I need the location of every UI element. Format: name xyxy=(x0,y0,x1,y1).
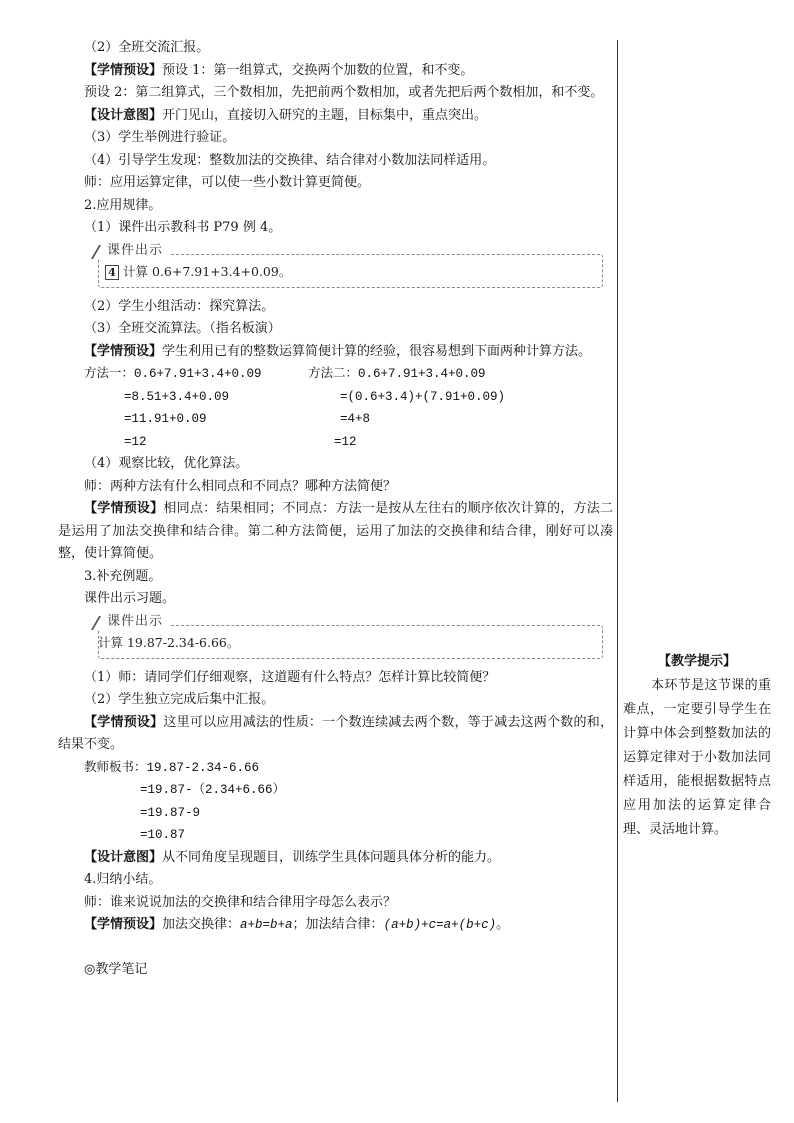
text-line: 3.补充例题。 xyxy=(84,568,162,584)
courseware-box xyxy=(98,242,603,288)
column-divider xyxy=(617,40,618,1102)
text-line: 师：应用运算定律，可以使一些小数计算更简便。 xyxy=(84,175,371,190)
text-span: 相同点：结果相同；不同点：方法一是按从左往右的顺序依次计算的，方法二是运用了加法交换律和结合律。第二种方法简便，运用了加法的交换律和结合律，刚好可以凑整，使计算简便。 xyxy=(58,501,613,561)
teaching-notes-label: ◎教学笔记 xyxy=(84,961,148,977)
board-line: =19.87-9 xyxy=(140,805,201,820)
courseware-body xyxy=(105,264,291,280)
text-line xyxy=(58,341,613,364)
teaching-tips xyxy=(623,650,771,842)
courseware-text: 计算 19.87-2.34-6.66。 xyxy=(98,634,240,650)
text-line: 2.应用规律。 xyxy=(84,197,162,213)
board-line: =10.87 xyxy=(140,828,186,842)
text-line: 师：谁来说说加法的交换律和结合律用字母怎么表示？ xyxy=(84,894,397,910)
text-line xyxy=(58,712,613,757)
text-line xyxy=(58,60,613,83)
method-two-step: 方法二：0.6+7.91+3.4+0.09 xyxy=(308,367,486,381)
text-line xyxy=(58,847,613,870)
text-line: （4）观察比较，优化算法。 xyxy=(84,456,249,471)
tips-body: 本环节是这节课的重难点，一定要引导学生在计算中体会到整数加法的运算定律对于小数加法同样适用，能根据数据特点应用加法的运算定律合理、灵活地计算。 xyxy=(623,678,771,837)
method-two-step: =(0.6+3.4)+(7.91+0.09) xyxy=(340,389,506,404)
text-line: （2）全班交流汇报。 xyxy=(84,40,210,55)
courseware-box xyxy=(98,613,603,659)
method-one-step: 方法一：0.6+7.91+3.4+0.09 xyxy=(84,367,262,381)
section-label: 【学情预设】 xyxy=(84,343,163,359)
text-span: 开门见山，直接切入研究的主题，目标集中，重点突出。 xyxy=(162,107,488,123)
section-label: 【设计意图】 xyxy=(84,849,163,865)
text-span: 这里可以应用减法的性质：一个数连续减去两个数，等于减去这两个数的和，结果不变。 xyxy=(58,714,613,752)
tips-title: 【教学提示】 xyxy=(657,654,736,669)
text-line: （2）学生小组活动：探究算法。 xyxy=(84,298,275,314)
method-two-step: =4+8 xyxy=(340,412,371,426)
board-line: 教师板书：19.87-2.34-6.66 xyxy=(84,760,260,775)
text-span: 加法交换律： xyxy=(162,917,241,932)
text-line: 师：两种方法有什么相同点和不同点？哪种方法简便？ xyxy=(84,478,397,494)
method-one-step: =11.91+0.09 xyxy=(124,412,207,426)
text-line: （3）学生举例进行验证。 xyxy=(84,130,236,145)
text-line: （2）学生独立完成后集中汇报。 xyxy=(84,692,275,707)
section-label: 【学情预设】 xyxy=(84,917,163,932)
text-line: （1）课件出示教科书 P79 例 4。 xyxy=(84,220,282,235)
text-line: （1）师：请同学们仔细观察，这道题有什么特点？怎样计算比较简便？ xyxy=(84,669,496,685)
section-label: 【学情预设】 xyxy=(84,714,164,730)
example-number-badge: 4 xyxy=(105,265,119,280)
courseware-tab: 课件出示 xyxy=(93,614,169,630)
text-line: 课件出示习题。 xyxy=(84,591,176,606)
formula-commutative: a+b=b+a xyxy=(240,918,293,932)
calc-line xyxy=(58,431,613,454)
method-two-step: =12 xyxy=(334,434,357,449)
text-line xyxy=(58,914,613,937)
courseware-body xyxy=(98,635,239,651)
text-line: 4.归纳小结。 xyxy=(84,872,162,887)
text-span: 学生利用已有的整数运算简便计算的经验，很容易想到下面两种计算方法。 xyxy=(162,343,592,359)
main-content xyxy=(58,37,613,981)
section-label: 【学情预设】 xyxy=(84,62,163,78)
calc-line xyxy=(58,408,613,431)
formula-associative: (a+b)+c=a+(b+c) xyxy=(383,918,497,932)
text-span: 。 xyxy=(496,917,510,932)
text-line: 预设 2：第二组算式，三个数相加，先把前两个数相加，或者先把后两个数相加，和不变。 xyxy=(84,85,604,100)
courseware-tab: 课件出示 xyxy=(93,243,169,259)
text-line xyxy=(58,498,613,566)
section-label: 【设计意图】 xyxy=(84,107,163,123)
calc-line xyxy=(58,386,613,409)
text-line xyxy=(58,105,613,128)
method-one-step: =12 xyxy=(124,434,147,449)
text-line: （4）引导学生发现：整数加法的交换律、结合律对小数加法同样适用。 xyxy=(84,152,496,168)
courseware-text: 计算 0.6+7.91+3.4+0.09。 xyxy=(123,263,292,279)
calc-line xyxy=(58,363,613,386)
method-one-step: =8.51+3.4+0.09 xyxy=(124,389,230,404)
text-line: （3）全班交流算法。（指名板演） xyxy=(84,321,281,336)
board-line: =19.87-（2.34+6.66） xyxy=(140,783,286,797)
text-span: ；加法结合律： xyxy=(292,917,384,932)
text-span: 从不同角度呈现题目，训练学生具体问题具体分析的能力。 xyxy=(162,849,501,865)
section-label: 【学情预设】 xyxy=(84,501,164,516)
text-span: 预设 1：第一组算式，交换两个加数的位置，和不变。 xyxy=(162,62,474,78)
